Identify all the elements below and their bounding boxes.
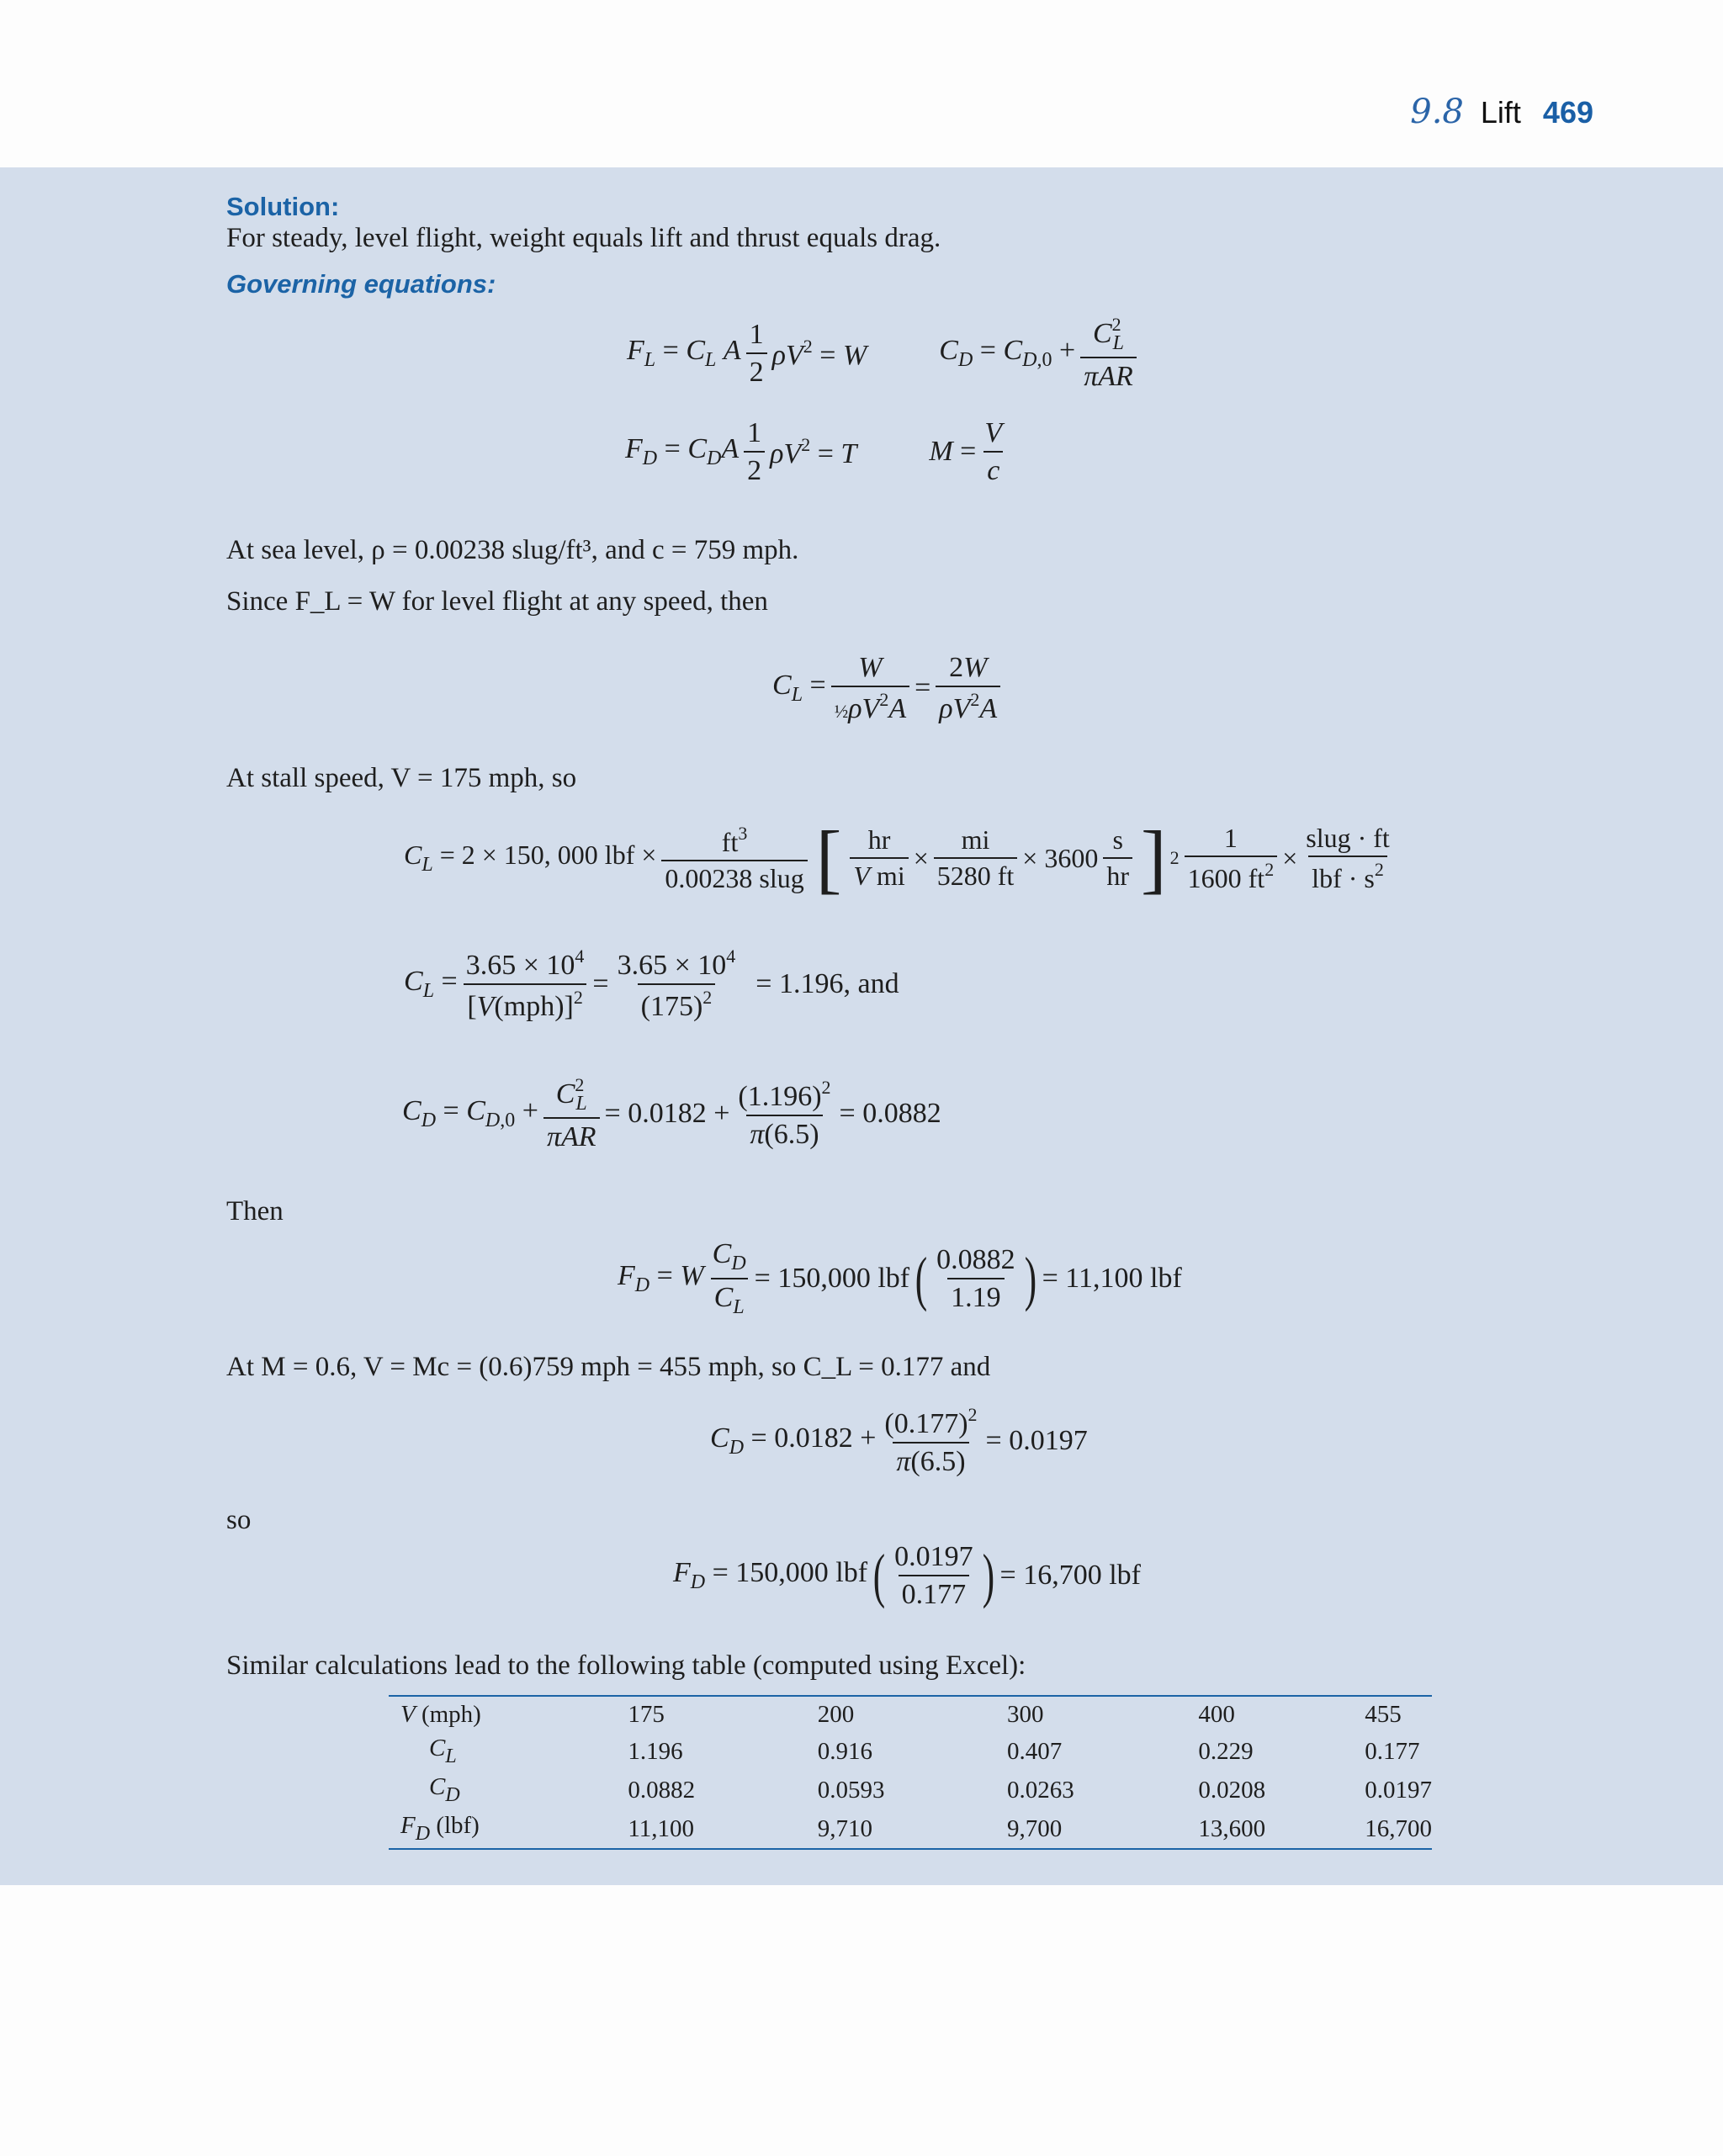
equation-drag: $F_D = C_DA$ $\frac{1}{2}$ $\rho V^2 = T$ M = $\frac{V}{c}$ <box>625 416 1003 486</box>
table-cell: 0.0197 <box>1365 1776 1432 1804</box>
cd-stall-sum: = 0.0182 + <box>604 1098 730 1129</box>
equation-cl-stall-expanded: $C_L = 2 \times 150$, 000 lbf × $\frac{ft^3}{\text{0.00238 slug}}$ [ $\frac{hr}{\text{V mi}}$ × $\frac{mi}{5280 ft}$ × 3600 $\frac{s}{hr}$ ] 2 $\frac{1}{1600 ft^2}$ × $\frac{\text{slug · ft}}{lbf \cdot s^2}$ <box>404 815 1390 901</box>
cd-stall-result: = 0.0882 <box>839 1098 941 1129</box>
then-text: Then <box>226 1196 284 1226</box>
section-number: 9.8 <box>1410 93 1464 131</box>
since-text: Since F_L = W for level flight at any speed, then <box>226 586 768 617</box>
cd-mach-result: = 0.0197 <box>985 1425 1088 1456</box>
stall-text: At stall speed, V = 175 mph, so <box>226 763 577 793</box>
table-row <box>389 1732 1432 1771</box>
equation-cd-mach: $C_D = 0.0182$ + $\frac{(0.177)^2}{\pi(6.5)}$ = 0.0197 <box>710 1403 1088 1477</box>
table-cell: 300 <box>1007 1700 1044 1728</box>
table-cell: 0.229 <box>1198 1737 1254 1765</box>
page-number: 469 <box>1542 95 1593 130</box>
table-cell: 11,100 <box>628 1814 695 1842</box>
table-cell: 16,700 <box>1365 1814 1432 1842</box>
equation-cd-stall: $C_D = C_{D,0}$ + $\frac{C^2_L}{\text{πAR}}$ = 0.0182 + $\frac{(1.196)^2}{\pi(6.5)}$ = 0.0882 <box>402 1073 941 1153</box>
so-text: so <box>226 1505 252 1535</box>
row-label-fd: $F_D$ (lbf) <box>400 1812 480 1845</box>
row-label-cd: $C_D$ <box>429 1773 460 1806</box>
table-cell: 0.0263 <box>1007 1776 1074 1804</box>
mach-text: At M = 0.6, V = Mc = (0.6)759 mph = 455 mph, so C_L = 0.177 and <box>226 1352 991 1382</box>
sea-level-text: At sea level, ρ = 0.00238 slug/ft³, and c = 759 mph. <box>226 535 799 565</box>
table-cell: 200 <box>817 1700 855 1728</box>
table-cell: 0.0208 <box>1198 1776 1266 1804</box>
equation-fd-mach: $F_D = 150,000$ lbf ( $\frac{0.0197}{0.177}$ ) = 16,700 lbf <box>673 1540 1141 1610</box>
equation-lift: $F_L = C_L$ A $\frac{1}{2}$ $\rho V^2 = W$ $C_D = C_{D,0}$ + $\frac{C^2_L}{\text{πAR}}$ <box>627 315 1142 391</box>
section-title: Lift <box>1480 95 1521 130</box>
table-cell: 175 <box>628 1700 665 1728</box>
table-row <box>389 1809 1432 1849</box>
governing-label: Governing equations: <box>226 269 496 299</box>
table-cell: 0.407 <box>1007 1737 1063 1765</box>
table-cell: 9,700 <box>1007 1814 1063 1842</box>
table-cell: 1.196 <box>628 1737 683 1765</box>
table-row <box>389 1696 1432 1732</box>
row-label-cl: $C_L$ <box>429 1735 457 1767</box>
table-cell: 0.916 <box>817 1737 872 1765</box>
table-cell: 0.0593 <box>817 1776 885 1804</box>
solution-label: Solution: <box>226 192 340 221</box>
table-cell: 400 <box>1198 1700 1235 1728</box>
table-cell: 455 <box>1365 1700 1402 1728</box>
table-cell: 0.0882 <box>628 1776 696 1804</box>
page-header <box>1410 93 1593 131</box>
fd-mach-result: = 16,700 lbf <box>999 1560 1141 1591</box>
table-cell: 13,600 <box>1198 1814 1266 1842</box>
similar-text: Similar calculations lead to the following table (computed using Excel): <box>226 1650 1026 1681</box>
cl-stall-result: = 1.196, and <box>755 968 899 999</box>
table-cell: 0.177 <box>1365 1737 1420 1765</box>
equation-cl-stall: $C_L$ = $\frac{3.65 \times 10^4}{[V(mph)]^2}$ = $\frac{3.65 \times 10^4}{(175)^2}$ = 1.196, and <box>404 945 899 1022</box>
equation-cl-general: $C_L$ = $\frac{W}{\frac{1}{2}\rho V^2A}$ = $\frac{2W}{\rho V^2A}$ <box>772 648 1005 728</box>
table-cell: 9,710 <box>817 1814 872 1842</box>
equation-fd-stall: $F_D = W$ $\frac{C_D}{C_L}$ = 150,000 lbf ( $\frac{0.0882}{1.19}$ ) = 11,100 lbf <box>618 1238 1182 1318</box>
row-label-velocity: V (mph) <box>400 1700 481 1728</box>
table-row <box>389 1771 1432 1809</box>
fd-stall-result: = 11,100 lbf <box>1042 1263 1182 1294</box>
intro-text: For steady, level flight, weight equals lift and thrust equals drag. <box>226 223 941 253</box>
results-table <box>389 1695 1432 1850</box>
